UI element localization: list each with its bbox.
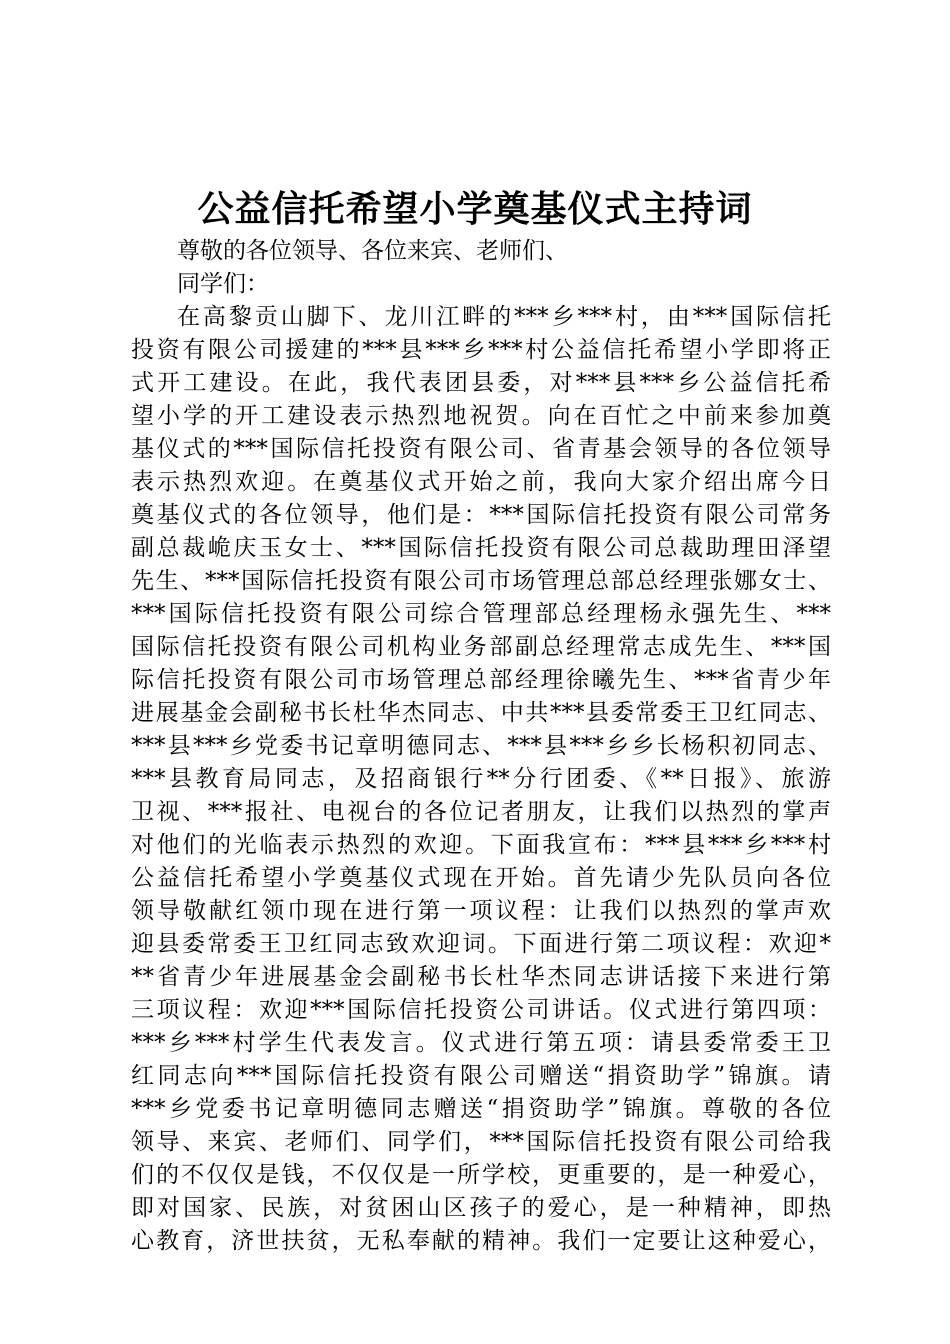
paragraph-line: ***县教育局同志，及招商银行**分行团委、《**日报》、旅游 bbox=[131, 766, 831, 792]
salutation-line: 尊敬的各位领导、各位来宾、老师们、 bbox=[177, 238, 568, 264]
document-body bbox=[131, 235, 831, 1258]
paragraph-line: 国际信托投资有限公司机构业务部副总经理常志成先生、***国 bbox=[131, 634, 831, 660]
paragraph-line: ***县***乡党委书记章明德同志、***县***乡乡长杨积初同志、 bbox=[131, 733, 831, 759]
paragraph-line: 表示热烈欢迎。在奠基仪式开始之前，我向大家介绍出席今日 bbox=[131, 469, 831, 495]
paragraph-line: 式开工建设。在此，我代表团县委，对***县***乡公益信托希 bbox=[131, 370, 831, 396]
paragraph-line: 红同志向***国际信托投资有限公司赠送“捐资助学”锦旗。请 bbox=[131, 1063, 831, 1089]
paragraph-line: 即对国家、民族，对贫困山区孩子的爱心，是一种精神，即热 bbox=[131, 1195, 831, 1221]
paragraph-line: 基仪式的***国际信托投资有限公司、省青基会领导的各位领导 bbox=[131, 436, 831, 462]
paragraph-line: ***乡***村学生代表发言。仪式进行第五项：请县委常委王卫 bbox=[131, 1030, 831, 1056]
paragraph-line: 三项议程：欢迎***国际信托投资公司讲话。仪式进行第四项： bbox=[131, 997, 831, 1023]
document-title: 公益信托希望小学奠基仪式主持词 bbox=[197, 188, 753, 230]
paragraph-line: 奠基仪式的各位领导，他们是：***国际信托投资有限公司常务 bbox=[131, 502, 831, 528]
paragraph-line: 副总裁峗庆玉女士、***国际信托投资有限公司总裁助理田泽望 bbox=[131, 535, 831, 561]
paragraph-line: **省青少年进展基金会副秘书长杜华杰同志讲话接下来进行第 bbox=[131, 964, 831, 990]
paragraph-line: 际信托投资有限公司市场管理总部经理徐曦先生、***省青少年 bbox=[131, 667, 831, 693]
paragraph-line: ***国际信托投资有限公司综合管理部总经理杨永强先生、*** bbox=[131, 601, 831, 627]
paragraph-line: ***乡党委书记章明德同志赠送“捐资助学”锦旗。尊敬的各位 bbox=[131, 1096, 831, 1122]
paragraph-line: 先生、***国际信托投资有限公司市场管理总部总经理张娜女士、 bbox=[131, 568, 831, 594]
salutation-line: 同学们： bbox=[177, 271, 269, 297]
paragraph-line: 们的不仅仅是钱，不仅仅是一所学校，更重要的，是一种爱心， bbox=[131, 1162, 831, 1188]
paragraph-line: 心教育，济世扶贫，无私奉献的精神。我们一定要让这种爱心， bbox=[131, 1228, 831, 1254]
paragraph-line: 公益信托希望小学奠基仪式现在开始。首先请少先队员向各位 bbox=[131, 865, 831, 891]
paragraph-line: 领导敬献红领巾现在进行第一项议程：让我们以热烈的掌声欢 bbox=[131, 898, 831, 924]
paragraph-line: 卫视、***报社、电视台的各位记者朋友，让我们以热烈的掌声 bbox=[131, 799, 831, 825]
paragraph-line: 迎县委常委王卫红同志致欢迎词。下面进行第二项议程：欢迎* bbox=[131, 931, 831, 957]
paragraph-line: 对他们的光临表示热烈的欢迎。下面我宣布：***县***乡***村 bbox=[131, 832, 831, 858]
paragraph-line: 领导、来宾、老师们、同学们，***国际信托投资有限公司给我 bbox=[131, 1129, 831, 1155]
paragraph-line: 望小学的开工建设表示热烈地祝贺。向在百忙之中前来参加奠 bbox=[131, 403, 831, 429]
paragraph-line: 投资有限公司援建的***县***乡***村公益信托希望小学即将正 bbox=[131, 337, 831, 363]
paragraph-line: 进展基金会副秘书长杜华杰同志、中共***县委常委王卫红同志、 bbox=[131, 700, 831, 726]
paragraph-line: 在高黎贡山脚下、龙川江畔的***乡***村，由***国际信托 bbox=[177, 304, 831, 330]
